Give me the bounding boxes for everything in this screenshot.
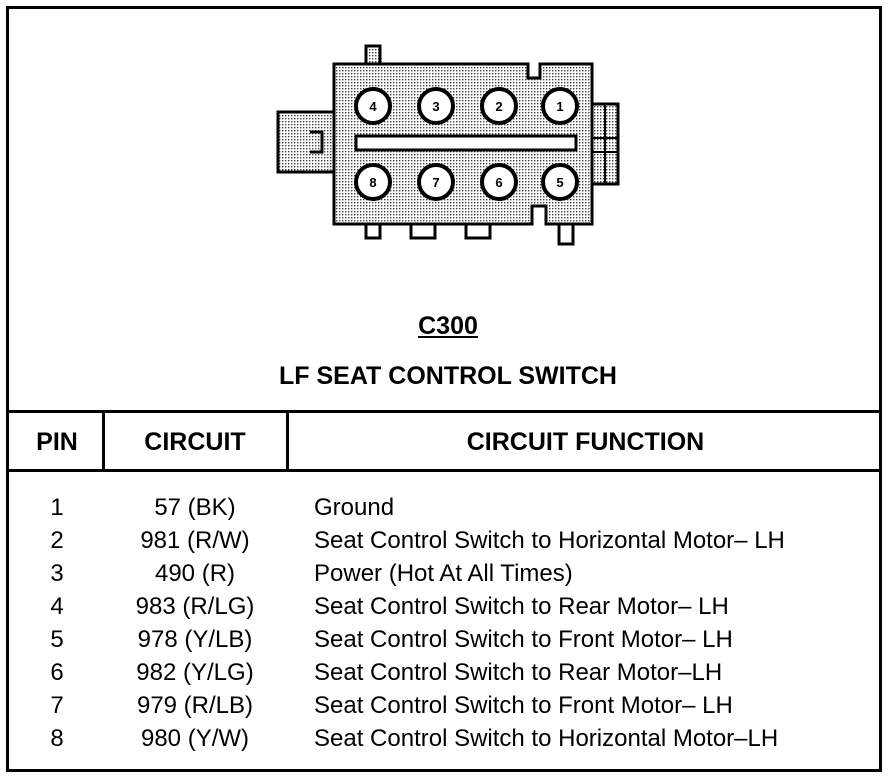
row-function: Seat Control Switch to Rear Motor–LH	[314, 659, 723, 686]
table-row	[0, 626, 896, 659]
pin-2-label: 2	[495, 99, 503, 114]
pin-1-label: 1	[556, 99, 564, 114]
connector-id: C300	[418, 312, 478, 340]
table-top-rule	[6, 410, 882, 413]
table-row	[0, 494, 896, 527]
pin-6-label: 6	[495, 175, 503, 190]
table-row	[0, 725, 896, 758]
row-circuit: 490 (R)	[154, 560, 236, 587]
header-circuit: CIRCUIT	[144, 428, 246, 456]
pin-7-label: 7	[432, 175, 440, 190]
row-circuit: 982 (Y/LG)	[136, 659, 254, 686]
pin-6-cavity	[482, 165, 516, 199]
row-function: Seat Control Switch to Front Motor– LH	[314, 692, 733, 719]
row-function: Seat Control Switch to Rear Motor– LH	[314, 593, 729, 620]
connector-right-tab	[592, 104, 618, 184]
row-pin: 6	[50, 659, 64, 686]
row-function: Power (Hot At All Times)	[314, 560, 573, 587]
table-row	[0, 527, 896, 560]
row-pin: 3	[50, 560, 64, 587]
row-circuit: 979 (R/LB)	[136, 692, 254, 719]
pin-3-label: 3	[432, 99, 440, 114]
row-pin: 1	[50, 494, 64, 521]
pin-1-cavity	[543, 89, 577, 123]
connector-latch-top	[366, 46, 380, 64]
pin-5-cavity	[543, 165, 577, 199]
row-pin: 4	[50, 593, 64, 620]
pin-4-label: 4	[369, 99, 377, 114]
header-circuit-function: CIRCUIT FUNCTION	[466, 428, 705, 456]
pin-7-cavity	[419, 165, 453, 199]
table-row	[0, 560, 896, 593]
row-circuit: 983 (R/LG)	[135, 593, 255, 620]
pin-2-cavity	[482, 89, 516, 123]
connector-left-tab	[278, 112, 336, 172]
pin-8-label: 8	[369, 175, 377, 190]
row-circuit: 981 (R/W)	[140, 527, 250, 554]
connector-center-key	[356, 136, 576, 150]
row-pin: 5	[50, 626, 64, 653]
table-row	[0, 659, 896, 692]
header-pin: PIN	[36, 428, 78, 456]
table-row	[0, 692, 896, 725]
row-circuit: 978 (Y/LB)	[137, 626, 253, 653]
row-function: Ground	[314, 494, 395, 521]
row-circuit: 57 (BK)	[154, 494, 236, 521]
pin-4-cavity	[356, 89, 390, 123]
connector-bottom-latches	[366, 224, 573, 244]
pin-3-cavity	[419, 89, 453, 123]
row-function: Seat Control Switch to Front Motor– LH	[314, 626, 733, 653]
connector-diagram	[270, 40, 630, 260]
pin-8-cavity	[356, 165, 390, 199]
pin-5-label: 5	[556, 175, 564, 190]
row-pin: 8	[50, 725, 64, 752]
row-function: Seat Control Switch to Horizontal Motor– LH	[314, 527, 785, 554]
table-row	[0, 593, 896, 626]
row-pin: 2	[50, 527, 64, 554]
row-pin: 7	[50, 692, 64, 719]
row-function: Seat Control Switch to Horizontal Motor–LH	[314, 725, 779, 752]
connector-name: LF SEAT CONTROL SWITCH	[279, 362, 617, 390]
row-circuit: 980 (Y/W)	[140, 725, 250, 752]
table-header-rule	[6, 469, 882, 472]
